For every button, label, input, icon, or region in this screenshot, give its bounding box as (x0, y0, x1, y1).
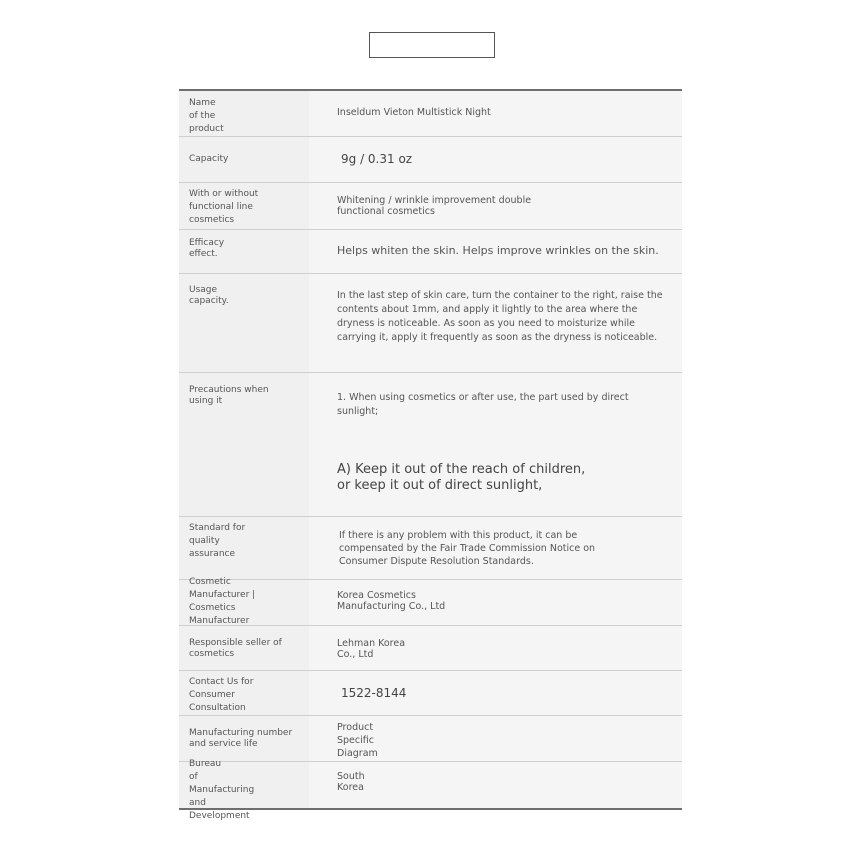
table-row-efficacy (179, 229, 682, 273)
table-row-functional (179, 182, 682, 229)
table-row-quality (179, 516, 682, 579)
page-title-box (369, 32, 495, 58)
row-value (309, 91, 682, 136)
row-value (309, 230, 682, 273)
row-value-text: 1. When using cosmetics or after use, the part used by direct sunlight; (337, 392, 629, 417)
row-value-text: South Korea (337, 771, 365, 793)
row-value (309, 716, 682, 761)
table-row-product-name (179, 91, 682, 136)
row-value-text: If there is any problem with this product, it can be compensated by the Fair Trade Commission Notice on Consumer Dispute Resolution Standards. (339, 530, 596, 567)
row-label (179, 183, 309, 229)
row-value-text: 1522-8144 (341, 686, 407, 700)
row-value-text: Helps whiten the skin. Helps improve wrinkles on the skin. (337, 244, 659, 257)
row-label-text: With or without functional line cosmetics (189, 189, 259, 225)
table-row-precautions (179, 372, 682, 516)
row-label (179, 137, 309, 182)
row-label-text: Manufacturing number and service life (189, 728, 293, 749)
row-value (309, 137, 682, 182)
row-label (179, 274, 309, 372)
row-value-text: Lehman Korea Co., Ltd (337, 638, 406, 660)
row-value (309, 626, 682, 670)
row-value-text: Product Specific Diagram (337, 722, 378, 759)
row-label-text: Usage capacity. (189, 285, 229, 306)
row-value-text: 9g / 0.31 oz (341, 152, 413, 166)
row-label-text: Bureau of Manufacturing and Development (189, 759, 255, 821)
row-label (179, 759, 309, 821)
row-value (309, 671, 682, 715)
row-value (309, 762, 682, 808)
row-value (309, 517, 682, 579)
row-label (179, 373, 309, 516)
table-row-seller (179, 625, 682, 670)
table-row-contact (179, 670, 682, 715)
row-value (309, 274, 682, 372)
row-label-text: Precautions when using it (189, 385, 269, 406)
row-label (179, 577, 309, 626)
row-label (179, 626, 309, 670)
row-label (179, 671, 309, 715)
row-value (309, 373, 682, 516)
row-label-text: Efficacy effect. (189, 238, 225, 259)
row-value (309, 580, 682, 625)
row-label-text: Responsible seller of cosmetics (189, 638, 282, 659)
row-label (179, 716, 309, 761)
row-value-text: Inseldum Vieton Multistick Night (337, 107, 491, 118)
row-value-text: Whitening / wrinkle improvement double functional cosmetics (337, 195, 532, 217)
row-label-text: Standard for quality assurance (189, 523, 246, 559)
row-label-text: Cosmetic Manufacturer | Cosmetics Manufacturer (189, 577, 256, 626)
row-value-text: In the last step of skin care, turn the container to the right, raise the contents about 1mm, and apply it lightly to the area where the dryness is noticeable. As soon as you need to moisturize while carrying it, apply it frequently as soon as the dryness is noticeable. (337, 290, 663, 343)
row-label-text: Contact Us for Consumer Consultation (189, 677, 254, 713)
table-row-manufacturer (179, 579, 682, 625)
product-info-table (179, 89, 682, 821)
row-label (179, 230, 309, 273)
row-label-text: Capacity (189, 154, 229, 164)
table-row-capacity (179, 136, 682, 182)
row-value-text: Korea Cosmetics Manufacturing Co., Ltd (337, 590, 446, 612)
table-row-bureau (179, 759, 682, 821)
table-row-manufacturing-number (179, 715, 682, 761)
table-row-usage (179, 273, 682, 372)
row-label (179, 517, 309, 579)
row-label (179, 91, 309, 136)
row-value (309, 183, 682, 229)
row-value-extra-text: A) Keep it out of the reach of children, or keep it out of direct sunlight, (337, 462, 586, 493)
row-label-text: Name of the product (189, 98, 224, 134)
